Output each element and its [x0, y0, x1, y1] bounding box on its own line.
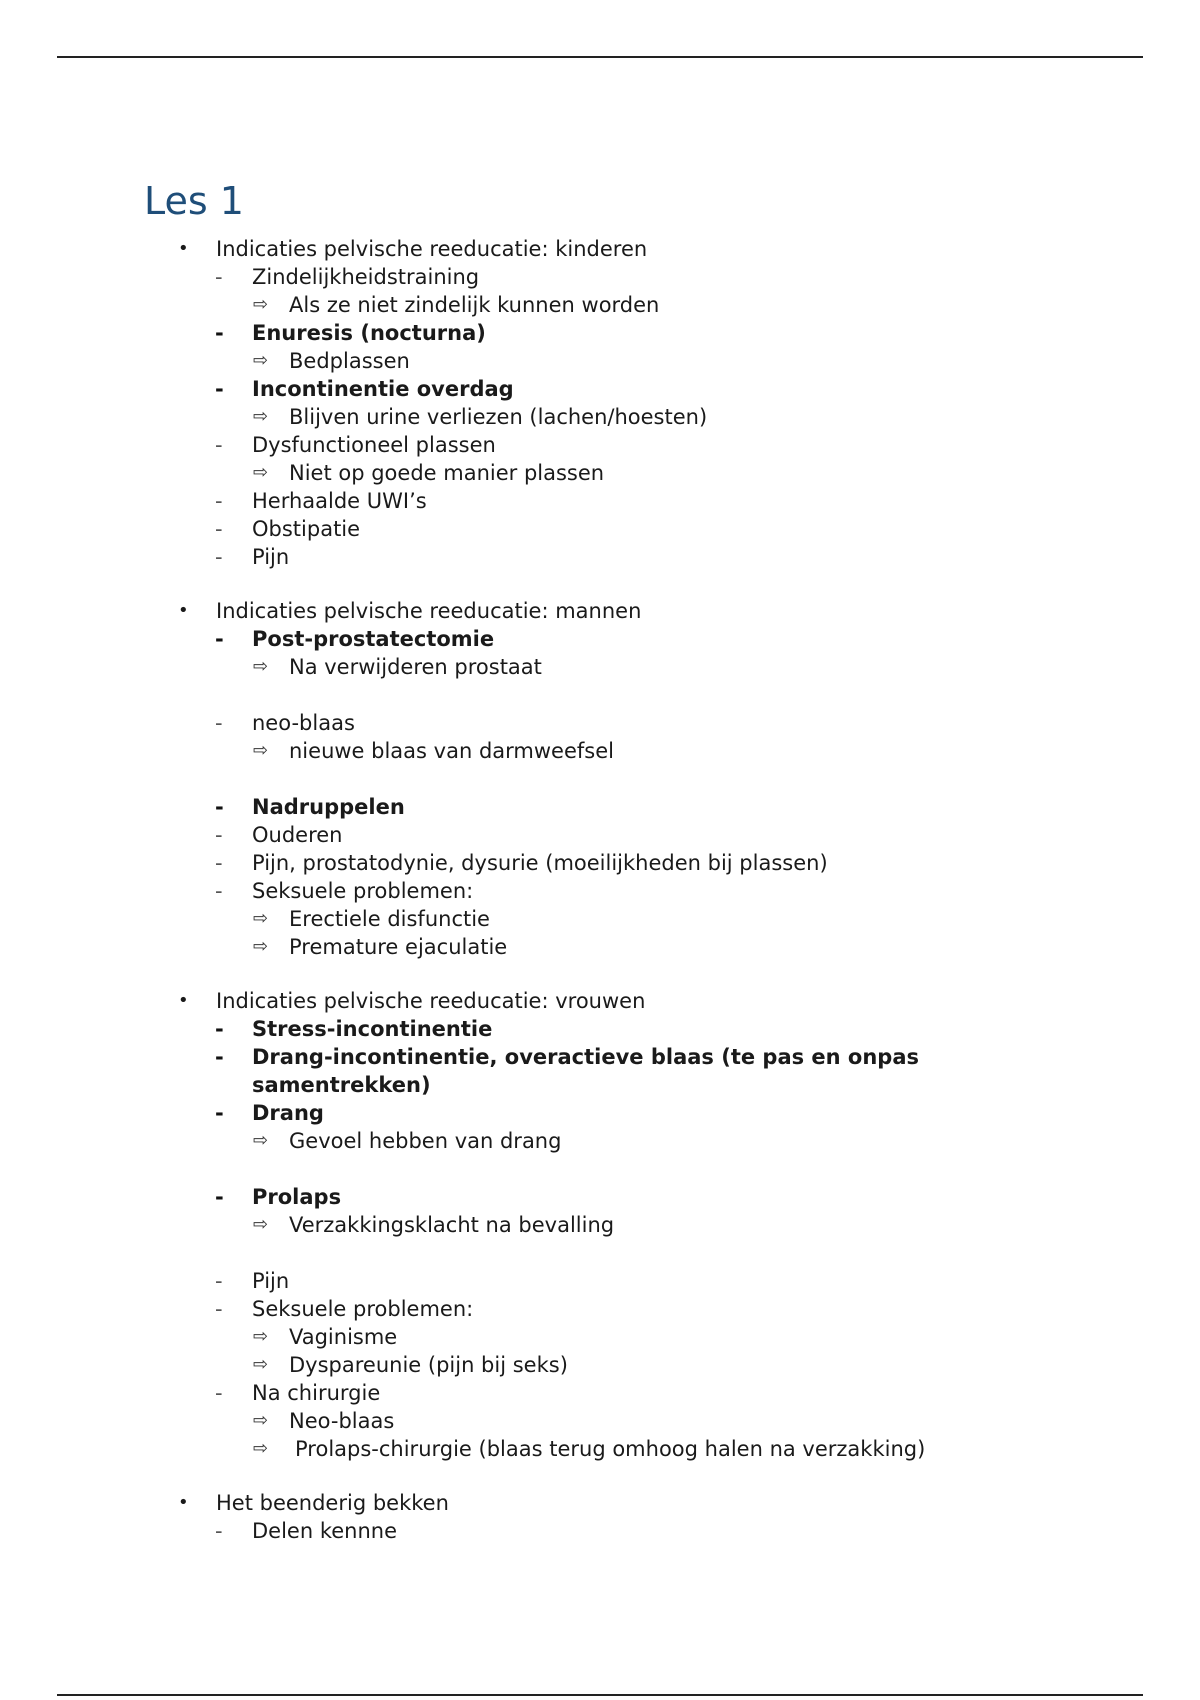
section-heading: Het beenderig bekken [216, 1491, 449, 1515]
list-item-text: Dysfunctioneel plassen [252, 433, 496, 457]
list-item-text: Prolaps [252, 1185, 342, 1209]
list-item-text: Na chirurgie [252, 1381, 381, 1405]
dash-item [0, 821, 1200, 849]
bullet-item [0, 235, 1200, 263]
section-heading: Indicaties pelvische reeducatie: vrouwen [216, 989, 646, 1013]
dash-item [0, 1295, 1200, 1323]
dash-marker: - [215, 711, 223, 735]
spacer [0, 765, 1200, 793]
dash-item [0, 431, 1200, 459]
dash-item [0, 1015, 1200, 1043]
list-item-text: neo-blaas [252, 711, 355, 735]
arrow-item [0, 933, 1200, 961]
arrow-icon: ⇨ [253, 1130, 269, 1151]
sub-item-text: Verzakkingsklacht na bevalling [289, 1213, 615, 1237]
dash-marker: - [215, 265, 223, 289]
sub-item-text: Bedplassen [289, 349, 410, 373]
arrow-icon: ⇨ [253, 1438, 269, 1459]
dash-marker: - [215, 517, 223, 541]
list-item-text: Drang [252, 1101, 324, 1125]
dash-marker: - [215, 851, 223, 875]
sub-item-text: Premature ejaculatie [289, 935, 508, 959]
bullet-item [0, 987, 1200, 1015]
bullet-marker: • [178, 238, 189, 259]
bullet-marker: • [178, 1492, 189, 1513]
bullet-marker: • [178, 600, 189, 621]
arrow-icon: ⇨ [253, 294, 269, 315]
sub-item-text: Prolaps-chirurgie (blaas terug omhoog halen na verzakking) [295, 1437, 926, 1461]
dash-item [0, 1099, 1200, 1127]
dash-item [0, 877, 1200, 905]
arrow-item [0, 653, 1200, 681]
spacer [0, 681, 1200, 709]
sub-item-text: Vaginisme [289, 1325, 398, 1349]
dash-item [0, 319, 1200, 347]
section-vrouwen [0, 987, 1200, 1463]
dash-marker: - [215, 823, 223, 847]
dash-item [0, 263, 1200, 291]
dash-marker: - [215, 1017, 224, 1041]
sub-item-text: Erectiele disfunctie [289, 907, 490, 931]
sub-item-text: Niet op goede manier plassen [289, 461, 605, 485]
spacer [0, 1239, 1200, 1267]
dash-marker: - [215, 1185, 224, 1209]
section-kinderen [0, 235, 1200, 571]
footer-rule [57, 1694, 1143, 1696]
arrow-icon: ⇨ [253, 936, 269, 957]
dash-item [0, 1183, 1200, 1211]
list-item-text: Seksuele problemen: [252, 1297, 474, 1321]
arrow-item [0, 1435, 1200, 1463]
sub-item-text: Neo-blaas [289, 1409, 395, 1433]
arrow-icon: ⇨ [253, 406, 269, 427]
arrow-icon: ⇨ [253, 1354, 269, 1375]
dash-item [0, 849, 1200, 877]
dash-marker: - [215, 627, 224, 651]
arrow-icon: ⇨ [253, 462, 269, 483]
sub-item-text: Dyspareunie (pijn bij seks) [289, 1353, 568, 1377]
dash-item [0, 1267, 1200, 1295]
dash-marker: - [215, 1101, 224, 1125]
list-item-text: Delen kennne [252, 1519, 398, 1543]
arrow-item [0, 1351, 1200, 1379]
dash-marker: - [215, 377, 224, 401]
dash-marker: - [215, 545, 223, 569]
arrow-item [0, 1211, 1200, 1239]
arrow-icon: ⇨ [253, 1214, 269, 1235]
bullet-item [0, 1489, 1200, 1517]
dash-marker: - [215, 1045, 224, 1069]
section-heading: Indicaties pelvische reeducatie: kinderen [216, 237, 648, 261]
sub-item-text: Als ze niet zindelijk kunnen worden [289, 293, 660, 317]
arrow-icon: ⇨ [253, 1326, 269, 1347]
section-bekken [0, 1489, 1200, 1545]
arrow-item [0, 905, 1200, 933]
arrow-item [0, 1407, 1200, 1435]
document-body [0, 235, 1200, 1571]
dash-item [0, 625, 1200, 653]
dash-item [0, 543, 1200, 571]
bullet-item [0, 597, 1200, 625]
dash-marker: - [215, 1297, 223, 1321]
dash-item [0, 515, 1200, 543]
list-item-text: Post-prostatectomie [252, 627, 495, 651]
arrow-item [0, 403, 1200, 431]
arrow-icon: ⇨ [253, 1410, 269, 1431]
list-item-text: Pijn [252, 545, 290, 569]
section-mannen [0, 597, 1200, 961]
arrow-item [0, 459, 1200, 487]
header-rule [57, 56, 1143, 58]
dash-item [0, 1379, 1200, 1407]
dash-item [0, 793, 1200, 821]
bullet-marker: • [178, 990, 189, 1011]
list-item-text: Pijn [252, 1269, 290, 1293]
dash-item [0, 709, 1200, 737]
list-item-text: Seksuele problemen: [252, 879, 474, 903]
arrow-item [0, 1127, 1200, 1155]
dash-marker: - [215, 795, 224, 819]
list-item-text: Nadruppelen [252, 795, 405, 819]
sub-item-text: nieuwe blaas van darmweefsel [289, 739, 614, 763]
sub-item-text: Blijven urine verliezen (lachen/hoesten) [289, 405, 708, 429]
arrow-icon: ⇨ [253, 656, 269, 677]
arrow-item [0, 1323, 1200, 1351]
dash-marker: - [215, 489, 223, 513]
dash-item [0, 487, 1200, 515]
dash-marker: - [215, 879, 223, 903]
list-item-text: Stress-incontinentie [252, 1017, 493, 1041]
arrow-item [0, 737, 1200, 765]
dash-item [0, 1043, 1200, 1099]
section-heading: Indicaties pelvische reeducatie: mannen [216, 599, 642, 623]
arrow-icon: ⇨ [253, 350, 269, 371]
page-title: Les 1 [144, 179, 244, 223]
list-item-text: Enuresis (nocturna) [252, 321, 486, 345]
arrow-icon: ⇨ [253, 740, 269, 761]
sub-item-text: Gevoel hebben van drang [289, 1129, 562, 1153]
dash-marker: - [215, 1269, 223, 1293]
list-item-text: Herhaalde UWI’s [252, 489, 427, 513]
arrow-icon: ⇨ [253, 908, 269, 929]
dash-marker: - [215, 1381, 223, 1405]
dash-item [0, 1517, 1200, 1545]
dash-item [0, 375, 1200, 403]
spacer [0, 1155, 1200, 1183]
dash-marker: - [215, 321, 224, 345]
list-item-text: Obstipatie [252, 517, 361, 541]
list-item-text: Incontinentie overdag [252, 377, 514, 401]
list-item-text: Zindelijkheidstraining [252, 265, 480, 289]
list-item-text: Pijn, prostatodynie, dysurie (moeilijkheden bij plassen) [252, 851, 828, 875]
list-item-text: Drang-incontinentie, overactieve blaas (te pas en onpas samentrekken) [252, 1045, 920, 1097]
sub-item-text: Na verwijderen prostaat [289, 655, 542, 679]
arrow-item [0, 347, 1200, 375]
dash-marker: - [215, 1519, 223, 1543]
list-item-text: Ouderen [252, 823, 343, 847]
arrow-item [0, 291, 1200, 319]
dash-marker: - [215, 433, 223, 457]
